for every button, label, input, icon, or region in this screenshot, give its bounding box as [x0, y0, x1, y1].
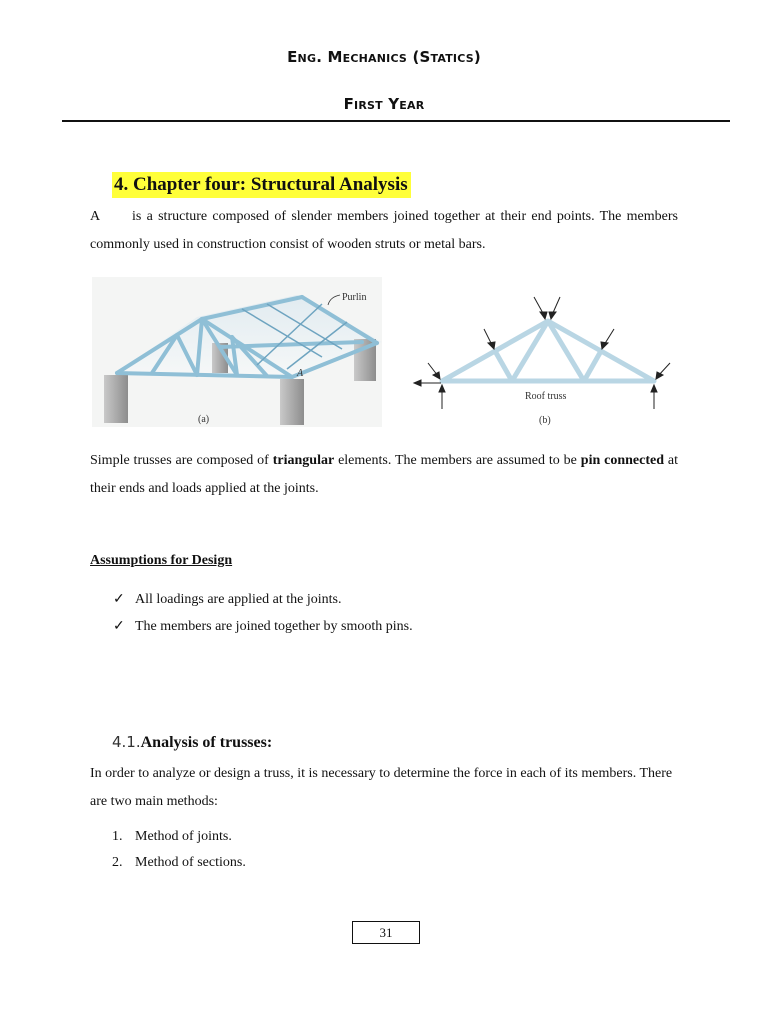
intro-word-a: A: [90, 209, 101, 224]
pier-icon: [104, 375, 128, 423]
figure-a-truss: [92, 277, 382, 427]
method-label: Method of sections.: [135, 855, 246, 870]
header-subtitle: First Year: [343, 95, 425, 113]
list-item-text: All loadings are applied at the joints.: [135, 592, 342, 607]
label-purlin: Purlin: [342, 292, 367, 303]
list-item: [112, 850, 246, 876]
simple-part1: Simple trusses are composed of: [90, 453, 273, 468]
check-icon: ✓: [113, 592, 125, 607]
simple-bold-pin-connected: pin connected: [580, 453, 665, 468]
simple-bold-triangular: triangular: [272, 453, 335, 468]
methods-list: [112, 824, 246, 876]
pier-icon: [280, 379, 304, 425]
list-item: [112, 824, 246, 850]
section-title: Analysis of trusses:: [140, 734, 273, 751]
intro-text: is a structure composed of slender members joined together at their end points. The members commonly used in construction consist of wooden struts or metal bars.: [90, 209, 678, 252]
label-point-a: A: [297, 368, 304, 379]
section-heading: [112, 733, 272, 752]
analysis-paragraph: In order to analyze or design a truss, it is necessary to determine the force in each of its members. There are two main methods:: [90, 766, 673, 809]
list-item-text: The members are joined together by smooth pins.: [135, 619, 413, 634]
caption-a: (a): [198, 414, 210, 425]
assumptions-list: [113, 586, 413, 640]
simple-trusses-paragraph: [90, 447, 678, 503]
truss-figure: [92, 277, 682, 432]
simple-part3: at their ends and loads applied at the joints.: [90, 453, 679, 496]
method-label: Method of joints.: [135, 829, 232, 844]
list-item: [113, 613, 413, 640]
list-item: [113, 586, 413, 613]
header-rule: [62, 120, 730, 122]
caption-b: (b): [539, 415, 551, 426]
header-title: Eng. Mechanics (Statics): [287, 48, 481, 66]
intro-paragraph: [90, 203, 678, 259]
method-number: 2.: [112, 855, 123, 870]
figure-b-truss: [404, 277, 682, 427]
chapter-heading: 4. Chapter four: Structural Analysis: [112, 172, 411, 198]
page-number: 31: [352, 921, 420, 944]
method-number: 1.: [112, 829, 123, 844]
assumptions-title: Assumptions for Design: [90, 553, 233, 568]
truss-figure-svg: [92, 277, 682, 432]
label-roof-truss: Roof truss: [525, 391, 567, 402]
check-icon: ✓: [113, 619, 125, 634]
simple-part2: elements. The members are assumed to be: [334, 453, 581, 468]
section-number: 4.1.: [112, 733, 141, 751]
